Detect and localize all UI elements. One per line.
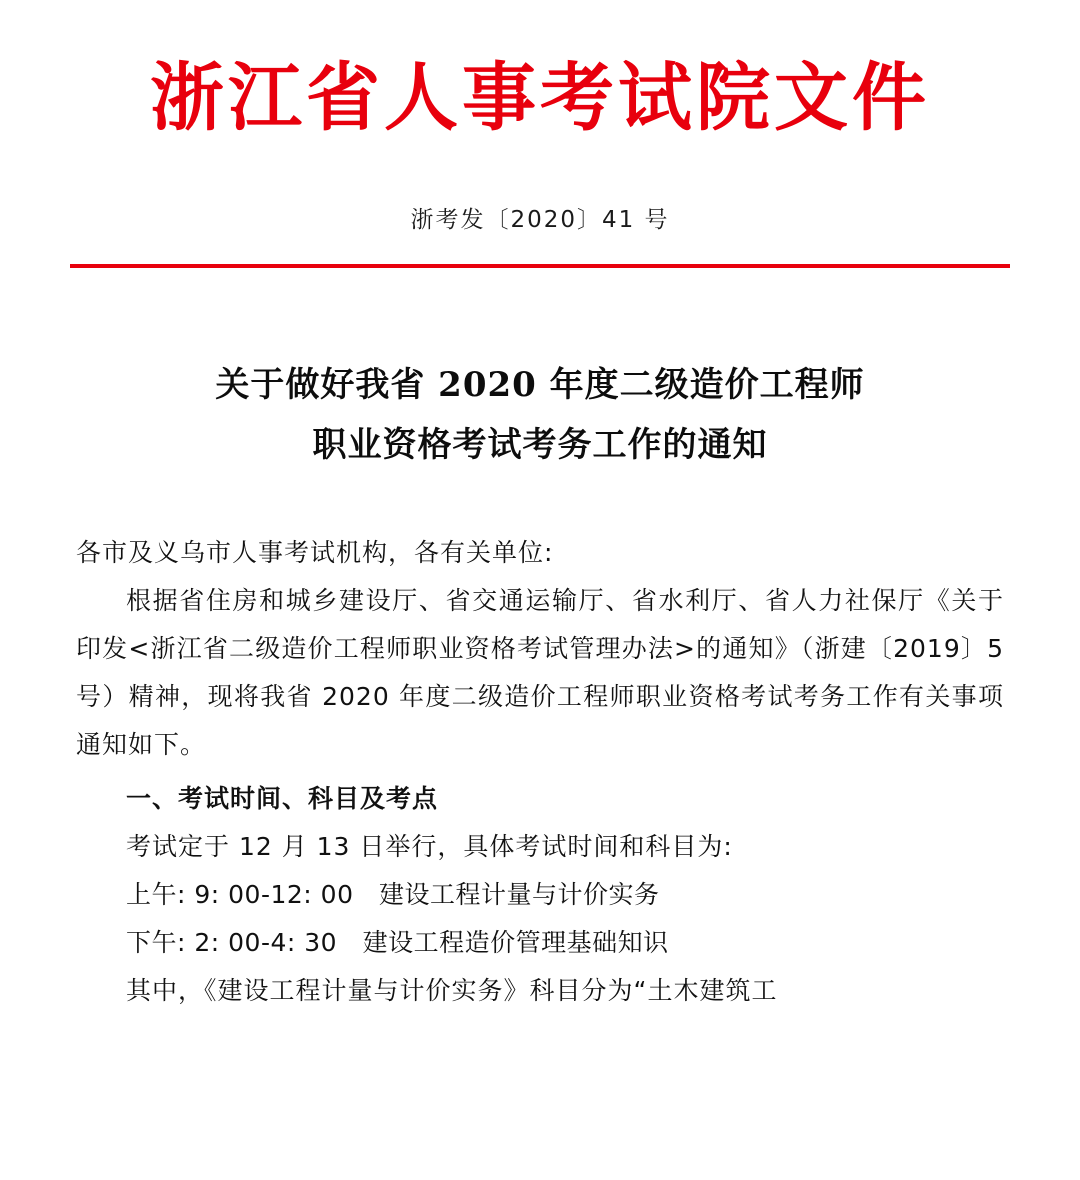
masthead <box>70 0 1010 139</box>
red-divider-rule <box>70 264 1010 268</box>
document-body <box>70 529 1010 1015</box>
page-title <box>70 356 1010 475</box>
schedule-item-afternoon: 下午: 2: 00-4: 30 建设工程造价管理基础知识 <box>126 928 669 958</box>
salutation: 各市及义乌市人事考试机构，各有关单位: <box>76 538 554 568</box>
page-title-line-1: 关于做好我省 2020 年度二级造价工程师 <box>215 365 865 406</box>
body-paragraph-1: 根据省住房和城乡建设厅、省交通运输厅、省水利厅、省人力社保厅《关于印发<浙江省二级造价工程师职业资格考试管理办法>的通知》（浙建〔2019〕5 号）精神，现将我省 2020 年度二级造价工程师职业资格考试考务工作有关事项通知如下。 <box>76 586 1004 760</box>
document-number: 浙考发〔2020〕41 号 <box>410 207 670 234</box>
issuing-authority-title: 浙江省人事考试院文件 <box>150 55 930 141</box>
page-title-line-2: 职业资格考试考务工作的通知 <box>312 424 768 465</box>
section-1-intro: 考试定于 12 月 13 日举行，具体考试时间和科目为: <box>126 832 733 862</box>
schedule-item-morning: 上午: 9: 00-12: 00 建设工程计量与计价实务 <box>126 880 660 910</box>
section-heading-1: 一、考试时间、科目及考点 <box>126 784 439 814</box>
section-1-note: 其中，《建设工程计量与计价实务》科目分为“土木建筑工 <box>126 976 778 1006</box>
